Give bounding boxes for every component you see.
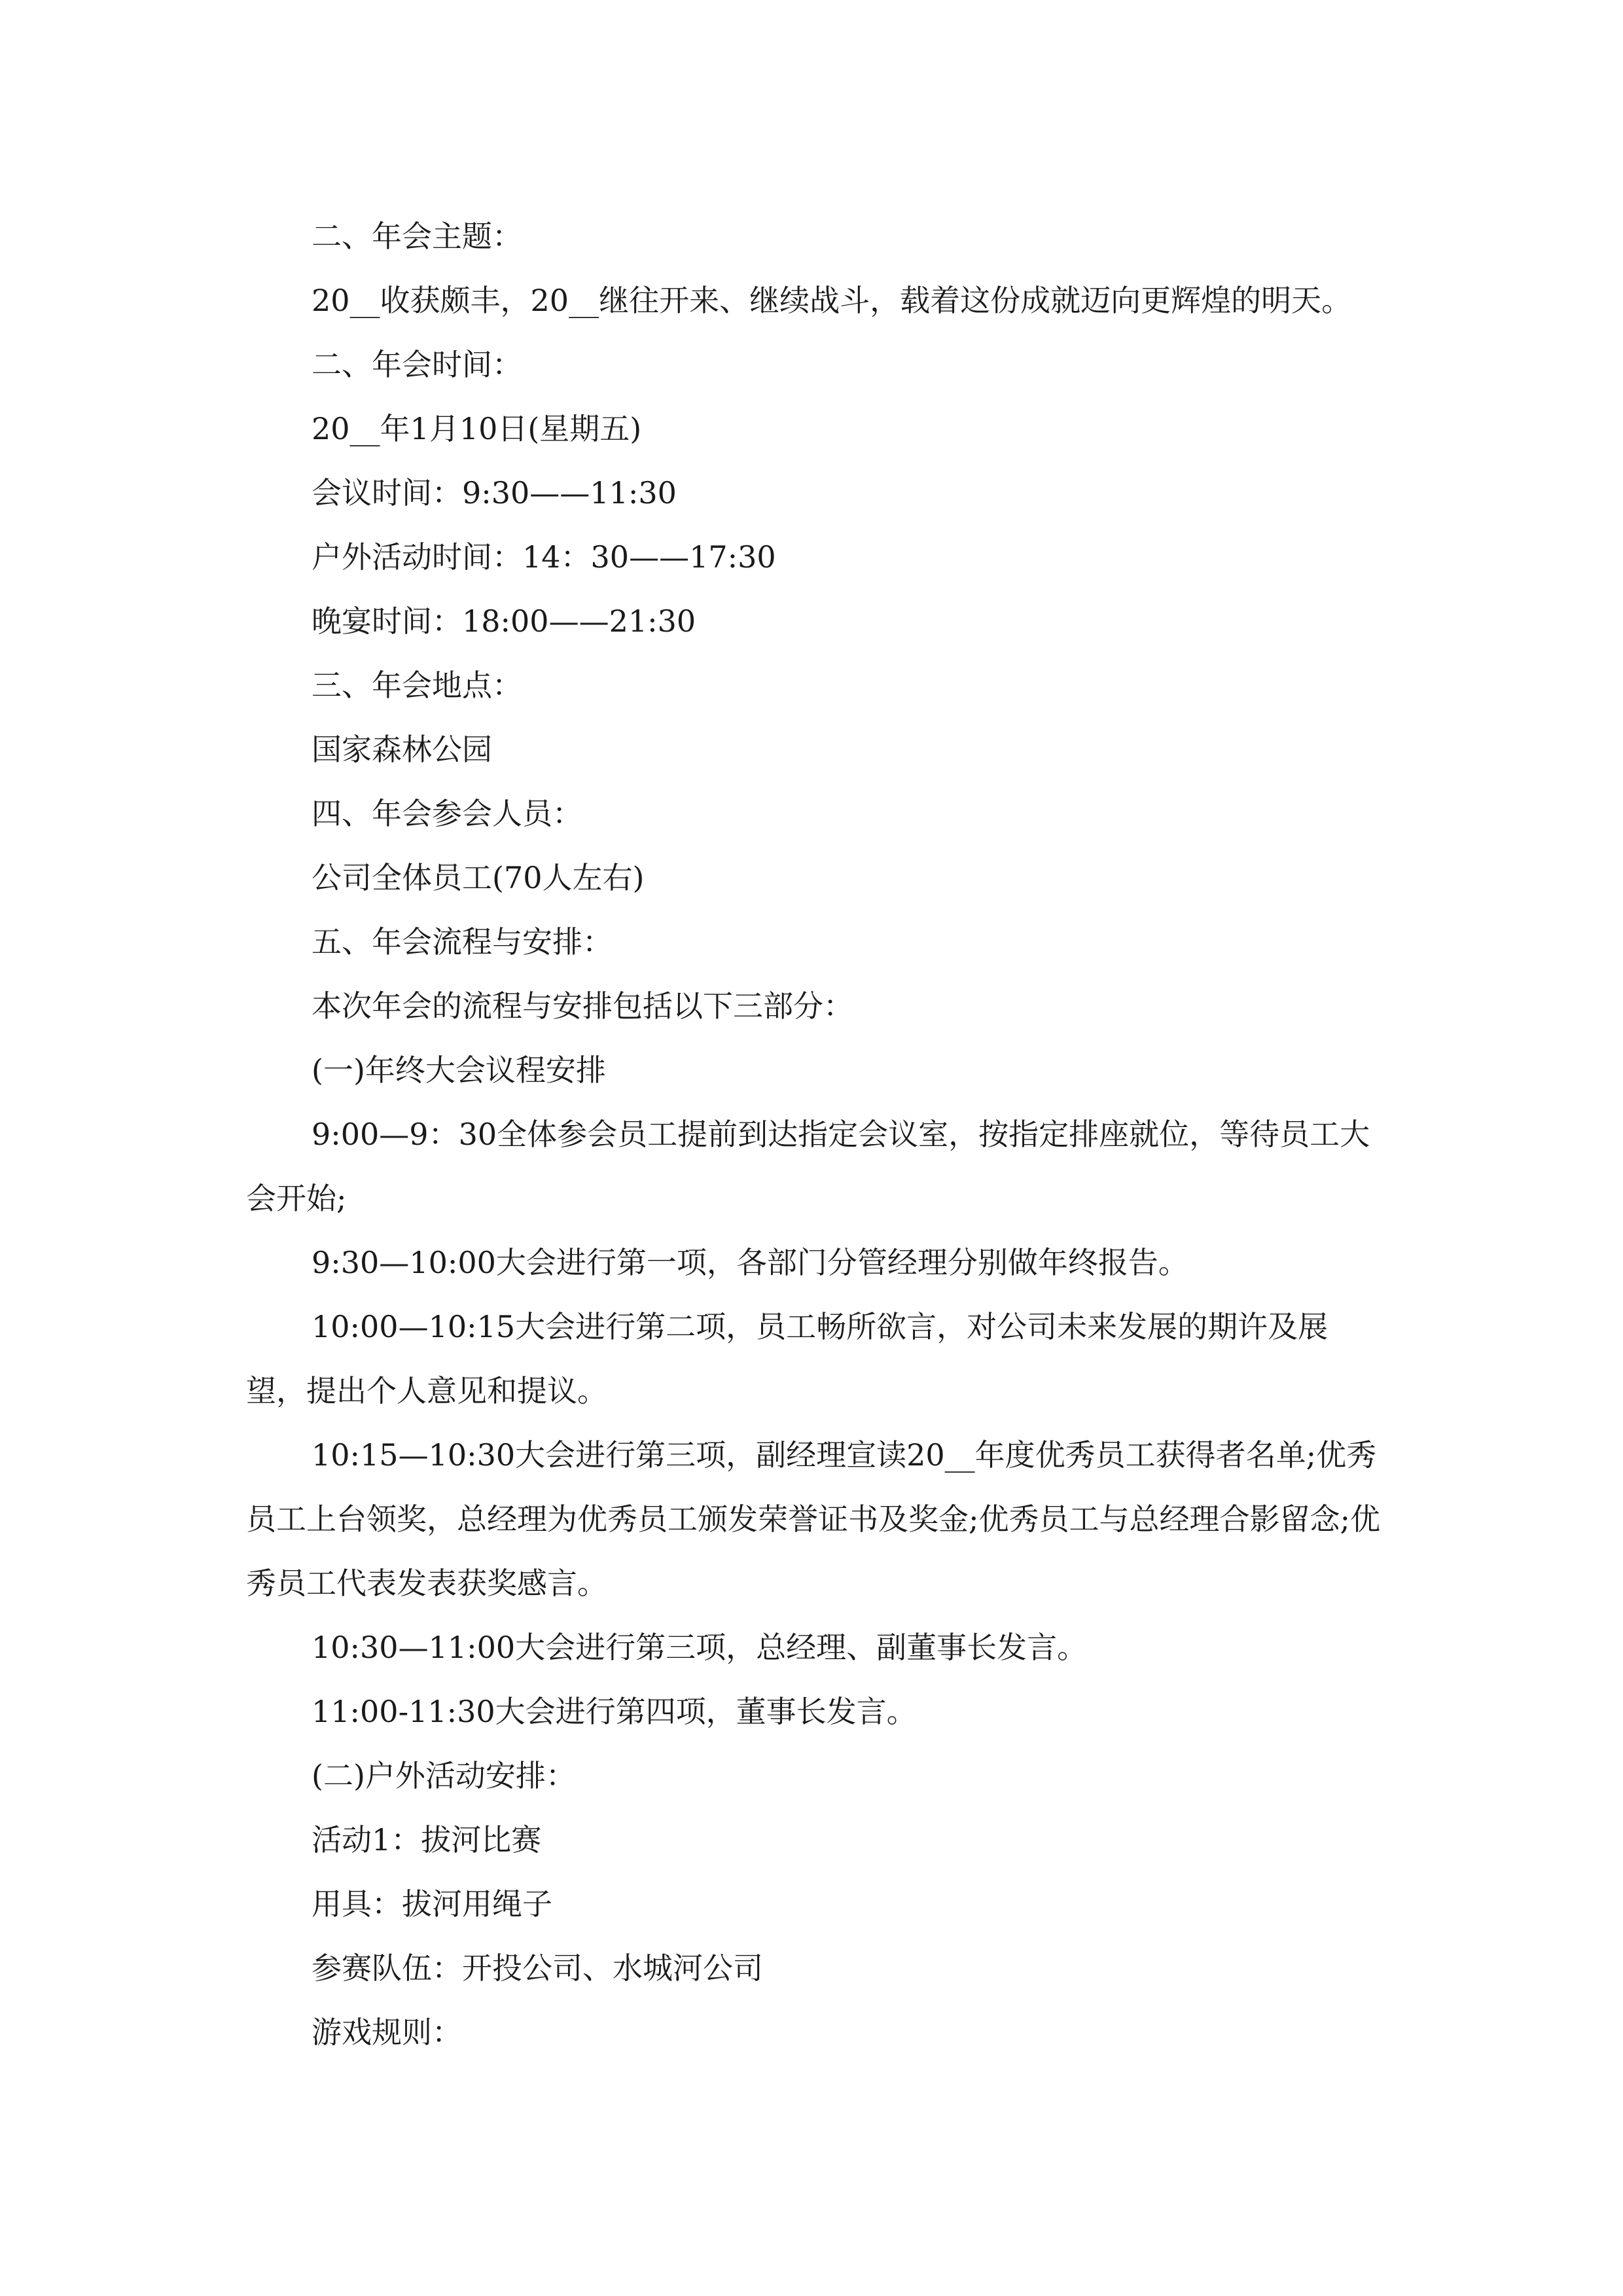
agenda-item-4: 10:15—10:30大会进行第三项，副经理宣读20__年度优秀员工获得者名单;优秀员工上台领奖，总经理为优秀员工颁发荣誉证书及奖金;优秀员工与总经理合影留念;优秀员工代表发表获奖感言。 bbox=[246, 1437, 1380, 1601]
agenda-item-2: 9:30—10:00大会进行第一项，各部门分管经理分别做年终报告。 bbox=[312, 1245, 1188, 1280]
paragraph-theme: 20__收获颇丰，20__继往开来、继续战斗，载着这份成就迈向更辉煌的明天。 bbox=[312, 283, 1352, 318]
heading-theme: 二、年会主题： bbox=[312, 219, 522, 254]
document-body bbox=[246, 204, 1385, 2064]
paragraph-outdoor-time: 户外活动时间：14：30——17:30 bbox=[312, 539, 776, 575]
agenda-item-5: 10:30—11:00大会进行第三项，总经理、副董事长发言。 bbox=[312, 1630, 1088, 1665]
paragraph-date: 20__年1月10日(星期五) bbox=[312, 411, 642, 446]
heading-location: 三、年会地点： bbox=[312, 668, 522, 703]
subheading-outdoor: (二)户外活动安排： bbox=[312, 1758, 576, 1793]
heading-process: 五、年会流程与安排： bbox=[312, 924, 613, 960]
paragraph-process-intro: 本次年会的流程与安排包括以下三部分： bbox=[312, 988, 853, 1024]
activity-teams: 参赛队伍：开投公司、水城河公司 bbox=[312, 1950, 763, 1986]
agenda-item-6: 11:00-11:30大会进行第四项，董事长发言。 bbox=[312, 1694, 917, 1729]
paragraph-meeting-time: 会议时间：9:30——11:30 bbox=[312, 475, 677, 511]
paragraph-location: 国家森林公园 bbox=[312, 732, 492, 767]
paragraph-attendees: 公司全体员工(70人左右) bbox=[312, 860, 645, 895]
subheading-agenda: (一)年终大会议程安排 bbox=[312, 1052, 606, 1088]
paragraph-dinner-time: 晚宴时间：18:00——21:30 bbox=[312, 603, 696, 639]
heading-time: 二、年会时间： bbox=[312, 347, 522, 382]
heading-attendees: 四、年会参会人员： bbox=[312, 796, 582, 831]
activity-rules: 游戏规则： bbox=[312, 2015, 462, 2050]
activity-equipment: 用具：拔河用绳子 bbox=[312, 1886, 552, 1922]
agenda-item-1: 9:00—9：30全体参会员工提前到达指定会议室，按指定排座就位，等待员工大会开始; bbox=[246, 1117, 1370, 1216]
activity-title: 活动1：拔河比赛 bbox=[312, 1822, 542, 1857]
agenda-item-3: 10:00—10:15大会进行第二项，员工畅所欲言，对公司未来发展的期许及展望，提出个人意见和提议。 bbox=[246, 1309, 1329, 1408]
